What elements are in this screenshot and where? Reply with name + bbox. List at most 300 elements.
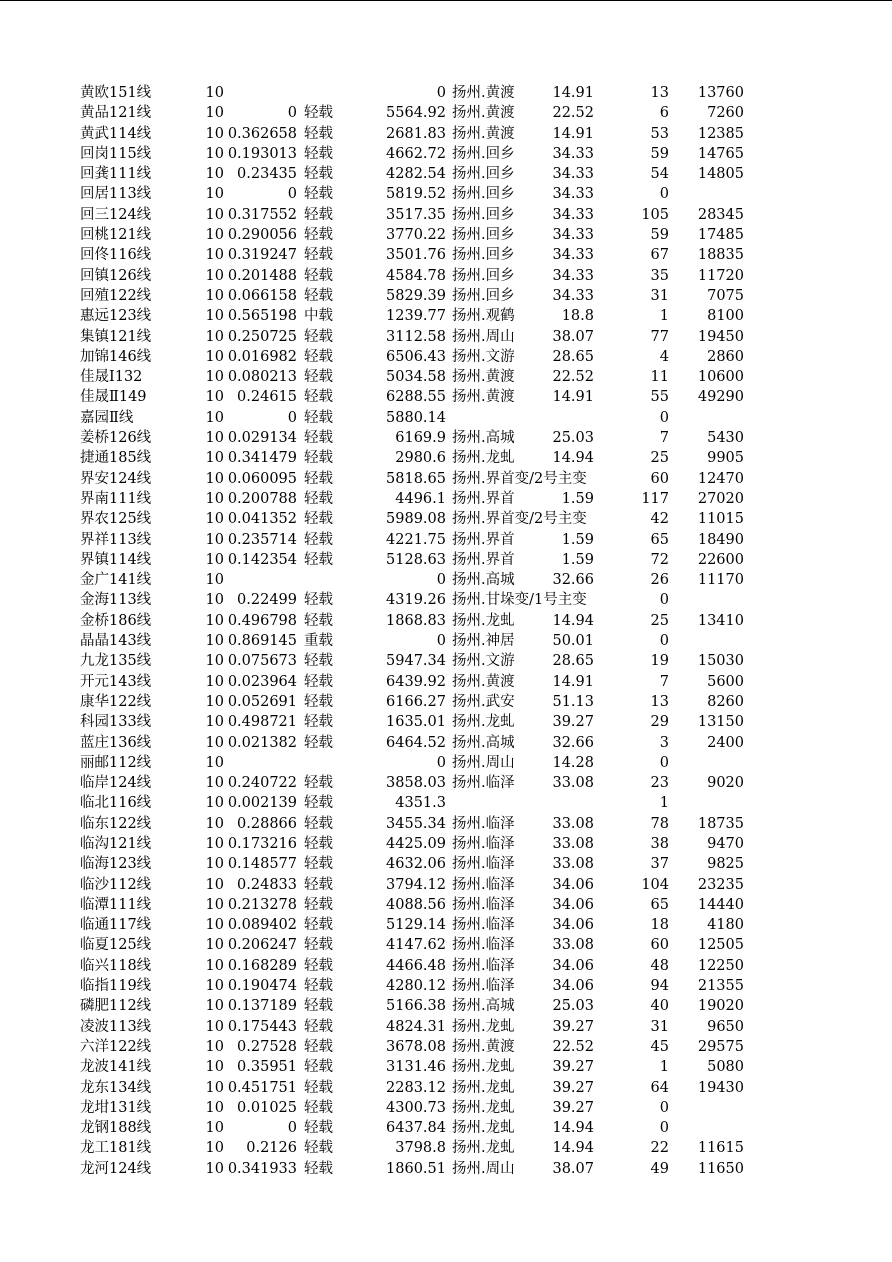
cell-load-ratio[interactable]: 0.317552	[227, 206, 297, 223]
cell-count[interactable]: 11	[650, 369, 669, 386]
cell-substation[interactable]: 扬州.界首变/2号主变	[452, 511, 587, 528]
cell-load-status[interactable]: 轻载	[304, 1059, 333, 1076]
cell-capacity[interactable]: 5819.52	[386, 186, 446, 203]
cell-length[interactable]: 22.52	[552, 369, 594, 386]
cell-voltage[interactable]: 10	[205, 369, 224, 386]
cell-line-name[interactable]: 回桃121线	[80, 227, 152, 244]
cell-total[interactable]: 10600	[697, 369, 744, 386]
cell-load-ratio[interactable]: 0.060095	[227, 470, 297, 487]
cell-line-name[interactable]: 嘉园Ⅱ线	[80, 409, 134, 426]
cell-length[interactable]: 1.59	[561, 490, 594, 507]
cell-load-ratio[interactable]: 0.080213	[227, 369, 297, 386]
cell-capacity[interactable]: 1635.01	[386, 714, 446, 731]
cell-voltage[interactable]: 10	[205, 775, 224, 792]
cell-capacity[interactable]: 5034.58	[386, 369, 446, 386]
cell-count[interactable]: 0	[659, 1099, 669, 1116]
cell-capacity[interactable]: 1868.83	[386, 612, 446, 629]
cell-length[interactable]: 33.08	[552, 856, 594, 873]
cell-voltage[interactable]: 10	[205, 490, 224, 507]
cell-count[interactable]: 4	[659, 348, 669, 365]
cell-voltage[interactable]: 10	[205, 1079, 224, 1096]
cell-capacity[interactable]: 5564.92	[386, 105, 446, 122]
cell-length[interactable]: 34.33	[552, 287, 594, 304]
cell-count[interactable]: 0	[659, 754, 669, 771]
cell-capacity[interactable]: 2980.6	[395, 450, 446, 467]
cell-count[interactable]: 38	[650, 835, 669, 852]
cell-capacity[interactable]: 5880.14	[386, 409, 446, 426]
cell-load-ratio[interactable]: 0.498721	[227, 714, 297, 731]
cell-capacity[interactable]: 3517.35	[386, 206, 446, 223]
cell-voltage[interactable]: 10	[205, 673, 224, 690]
cell-length[interactable]: 14.94	[552, 612, 594, 629]
cell-line-name[interactable]: 临夏125线	[80, 937, 152, 954]
cell-substation[interactable]: 扬州.周山	[452, 328, 515, 345]
cell-substation[interactable]: 扬州.临泽	[452, 856, 515, 873]
cell-total[interactable]: 9020	[707, 775, 744, 792]
cell-substation[interactable]: 扬州.临泽	[452, 876, 515, 893]
cell-capacity[interactable]: 4221.75	[386, 531, 446, 548]
cell-count[interactable]: 6	[659, 105, 669, 122]
cell-capacity[interactable]: 6506.43	[386, 348, 446, 365]
cell-length[interactable]: 18.8	[561, 308, 594, 325]
cell-line-name[interactable]: 磷肥112线	[80, 998, 152, 1015]
cell-load-status[interactable]: 轻载	[304, 896, 333, 913]
cell-length[interactable]: 34.06	[552, 876, 594, 893]
cell-total[interactable]: 29575	[697, 1038, 744, 1055]
cell-load-status[interactable]: 轻载	[304, 653, 333, 670]
cell-capacity[interactable]: 6166.27	[386, 693, 446, 710]
cell-total[interactable]: 18835	[697, 247, 744, 264]
cell-line-name[interactable]: 界南111线	[80, 490, 152, 507]
cell-load-status[interactable]: 轻载	[304, 998, 333, 1015]
cell-line-name[interactable]: 金海113线	[80, 592, 152, 609]
cell-voltage[interactable]: 10	[205, 734, 224, 751]
cell-load-ratio[interactable]: 0.290056	[227, 227, 297, 244]
cell-load-ratio[interactable]: 0.362658	[227, 125, 297, 142]
cell-count[interactable]: 105	[641, 206, 669, 223]
cell-length[interactable]: 14.91	[552, 389, 594, 406]
cell-load-status[interactable]: 轻载	[304, 470, 333, 487]
cell-substation[interactable]: 扬州.高城	[452, 734, 515, 751]
cell-capacity[interactable]: 3112.58	[386, 328, 446, 345]
cell-voltage[interactable]: 10	[205, 348, 224, 365]
cell-substation[interactable]: 扬州.武安	[452, 693, 515, 710]
cell-load-status[interactable]: 轻载	[304, 693, 333, 710]
cell-total[interactable]: 11170	[697, 572, 744, 589]
cell-load-ratio[interactable]: 0.175443	[227, 1018, 297, 1035]
cell-line-name[interactable]: 界镇114线	[80, 551, 152, 568]
cell-substation[interactable]: 扬州.龙虬	[452, 450, 515, 467]
cell-total[interactable]: 14805	[697, 166, 744, 183]
cell-load-status[interactable]: 轻载	[304, 937, 333, 954]
cell-line-name[interactable]: 临东122线	[80, 815, 152, 832]
cell-line-name[interactable]: 回三124线	[80, 206, 152, 223]
cell-line-name[interactable]: 回佟116线	[80, 247, 152, 264]
cell-total[interactable]: 49290	[697, 389, 744, 406]
cell-length[interactable]: 39.27	[552, 1059, 594, 1076]
cell-load-status[interactable]: 轻载	[304, 125, 333, 142]
cell-total[interactable]: 5080	[707, 1059, 744, 1076]
cell-count[interactable]: 53	[650, 125, 669, 142]
cell-length[interactable]: 38.07	[552, 1160, 594, 1177]
cell-load-ratio[interactable]: 0.173216	[227, 835, 297, 852]
cell-count[interactable]: 13	[650, 693, 669, 710]
cell-voltage[interactable]: 10	[205, 1038, 224, 1055]
cell-total[interactable]: 7260	[707, 105, 744, 122]
cell-total[interactable]: 5600	[707, 673, 744, 690]
cell-substation[interactable]: 扬州.界首	[452, 490, 515, 507]
cell-voltage[interactable]: 10	[205, 470, 224, 487]
cell-count[interactable]: 3	[659, 734, 669, 751]
cell-capacity[interactable]: 1860.51	[386, 1160, 446, 1177]
cell-length[interactable]: 28.65	[552, 348, 594, 365]
cell-count[interactable]: 18	[650, 917, 669, 934]
cell-line-name[interactable]: 龙工181线	[80, 1140, 152, 1157]
cell-count[interactable]: 117	[641, 490, 669, 507]
cell-voltage[interactable]: 10	[205, 551, 224, 568]
cell-count[interactable]: 0	[659, 592, 669, 609]
cell-load-ratio[interactable]: 0.341933	[227, 1160, 297, 1177]
cell-line-name[interactable]: 黄武114线	[80, 125, 152, 142]
cell-capacity[interactable]: 0	[436, 85, 446, 101]
cell-total[interactable]: 5430	[707, 430, 744, 447]
cell-total[interactable]: 2400	[707, 734, 744, 751]
cell-load-ratio[interactable]: 0.565198	[227, 308, 297, 325]
cell-voltage[interactable]: 10	[205, 166, 224, 183]
cell-voltage[interactable]: 10	[205, 653, 224, 670]
cell-total[interactable]: 14440	[697, 896, 744, 913]
cell-length[interactable]: 34.33	[552, 186, 594, 203]
cell-load-status[interactable]: 轻载	[304, 795, 333, 812]
cell-line-name[interactable]: 九龙135线	[80, 653, 152, 670]
cell-load-status[interactable]: 轻载	[304, 1140, 333, 1157]
cell-line-name[interactable]: 临兴118线	[80, 957, 152, 974]
cell-load-ratio[interactable]: 0.341479	[227, 450, 297, 467]
cell-capacity[interactable]: 0	[436, 572, 446, 589]
cell-substation[interactable]: 扬州.龙虬	[452, 714, 515, 731]
cell-load-status[interactable]: 重载	[304, 633, 333, 650]
cell-load-ratio[interactable]: 0.148577	[227, 856, 297, 873]
cell-length[interactable]: 39.27	[552, 1099, 594, 1116]
cell-substation[interactable]: 扬州.临泽	[452, 775, 515, 792]
cell-substation[interactable]: 扬州.文游	[452, 653, 515, 670]
cell-voltage[interactable]: 10	[205, 876, 224, 893]
cell-total[interactable]: 12250	[697, 957, 744, 974]
cell-load-status[interactable]: 轻载	[304, 531, 333, 548]
cell-line-name[interactable]: 回龚111线	[80, 166, 152, 183]
cell-load-ratio[interactable]: 0.23435	[237, 166, 297, 183]
cell-voltage[interactable]: 10	[205, 1160, 224, 1177]
cell-load-status[interactable]: 轻载	[304, 186, 333, 203]
cell-total[interactable]: 15030	[697, 653, 744, 670]
cell-load-ratio[interactable]: 0.089402	[227, 917, 297, 934]
cell-line-name[interactable]: 加锦146线	[80, 348, 152, 365]
cell-count[interactable]: 1	[659, 795, 669, 812]
cell-load-status[interactable]: 轻载	[304, 287, 333, 304]
cell-total[interactable]: 19430	[697, 1079, 744, 1096]
cell-capacity[interactable]: 5947.34	[386, 653, 446, 670]
cell-count[interactable]: 49	[650, 1160, 669, 1177]
cell-length[interactable]: 34.06	[552, 917, 594, 934]
cell-load-ratio[interactable]: 0.213278	[227, 896, 297, 913]
cell-substation[interactable]: 扬州.黄渡	[452, 105, 515, 122]
cell-load-ratio[interactable]: 0.193013	[227, 145, 297, 162]
cell-voltage[interactable]: 10	[205, 612, 224, 629]
cell-load-ratio[interactable]: 0.24615	[237, 389, 297, 406]
cell-load-status[interactable]: 轻载	[304, 105, 333, 122]
cell-substation[interactable]: 扬州.周山	[452, 754, 515, 771]
cell-line-name[interactable]: 金广141线	[80, 572, 152, 589]
cell-length[interactable]: 39.27	[552, 1018, 594, 1035]
cell-line-name[interactable]: 佳晟Ⅰ132	[80, 369, 143, 386]
cell-line-name[interactable]: 惠远123线	[80, 308, 152, 325]
cell-voltage[interactable]: 10	[205, 835, 224, 852]
cell-substation[interactable]: 扬州.高城	[452, 998, 515, 1015]
cell-count[interactable]: 31	[650, 1018, 669, 1035]
cell-substation[interactable]: 扬州.临泽	[452, 937, 515, 954]
cell-total[interactable]: 8100	[707, 308, 744, 325]
cell-substation[interactable]: 扬州.临泽	[452, 835, 515, 852]
cell-load-status[interactable]: 轻载	[304, 612, 333, 629]
cell-load-ratio[interactable]: 0.002139	[227, 795, 297, 812]
cell-length[interactable]: 34.33	[552, 247, 594, 264]
cell-capacity[interactable]: 4632.06	[386, 856, 446, 873]
cell-capacity[interactable]: 6439.92	[386, 673, 446, 690]
cell-line-name[interactable]: 临岸124线	[80, 775, 152, 792]
cell-capacity[interactable]: 5829.39	[386, 287, 446, 304]
cell-count[interactable]: 45	[650, 1038, 669, 1055]
cell-substation[interactable]: 扬州.界首	[452, 531, 515, 548]
cell-count[interactable]: 0	[659, 186, 669, 203]
cell-capacity[interactable]: 3858.03	[386, 775, 446, 792]
cell-count[interactable]: 1	[659, 1059, 669, 1076]
cell-load-status[interactable]: 轻载	[304, 714, 333, 731]
cell-voltage[interactable]: 10	[205, 1099, 224, 1116]
cell-load-status[interactable]: 轻载	[304, 267, 333, 284]
cell-line-name[interactable]: 回殖122线	[80, 287, 152, 304]
cell-substation[interactable]: 扬州.龙虬	[452, 1018, 515, 1035]
cell-substation[interactable]: 扬州.回乡	[452, 247, 515, 264]
cell-line-name[interactable]: 回镇126线	[80, 267, 152, 284]
cell-load-ratio[interactable]: 0.200788	[227, 490, 297, 507]
cell-length[interactable]: 34.33	[552, 145, 594, 162]
cell-substation[interactable]: 扬州.回乡	[452, 287, 515, 304]
cell-capacity[interactable]: 6464.52	[386, 734, 446, 751]
cell-load-ratio[interactable]: 0	[287, 409, 297, 426]
cell-load-status[interactable]: 轻载	[304, 1038, 333, 1055]
cell-line-name[interactable]: 晶晶143线	[80, 633, 152, 650]
cell-voltage[interactable]: 10	[205, 754, 224, 771]
cell-voltage[interactable]: 10	[205, 633, 224, 650]
cell-load-ratio[interactable]: 0.137189	[227, 998, 297, 1015]
cell-load-ratio[interactable]: 0.250725	[227, 328, 297, 345]
cell-load-ratio[interactable]: 0.01025	[237, 1099, 297, 1116]
cell-load-ratio[interactable]: 0	[287, 186, 297, 203]
cell-load-status[interactable]: 轻载	[304, 450, 333, 467]
cell-count[interactable]: 23	[650, 775, 669, 792]
cell-voltage[interactable]: 10	[205, 896, 224, 913]
cell-voltage[interactable]: 10	[205, 572, 224, 589]
cell-count[interactable]: 64	[650, 1079, 669, 1096]
cell-voltage[interactable]: 10	[205, 856, 224, 873]
cell-load-status[interactable]: 轻载	[304, 166, 333, 183]
cell-count[interactable]: 59	[650, 145, 669, 162]
cell-load-ratio[interactable]: 0.28866	[237, 815, 297, 832]
cell-line-name[interactable]: 龙河124线	[80, 1160, 152, 1177]
cell-voltage[interactable]: 10	[205, 247, 224, 264]
cell-voltage[interactable]: 10	[205, 693, 224, 710]
cell-voltage[interactable]: 10	[205, 85, 224, 101]
cell-total[interactable]: 2860	[707, 348, 744, 365]
cell-total[interactable]: 8260	[707, 693, 744, 710]
cell-capacity[interactable]: 0	[436, 633, 446, 650]
cell-substation[interactable]: 扬州.甘垛变/1号主变	[452, 592, 587, 609]
cell-voltage[interactable]: 10	[205, 815, 224, 832]
cell-load-status[interactable]: 轻载	[304, 389, 333, 406]
cell-voltage[interactable]: 10	[205, 1018, 224, 1035]
cell-capacity[interactable]: 4496.1	[395, 490, 446, 507]
cell-line-name[interactable]: 龙波141线	[80, 1059, 152, 1076]
cell-load-ratio[interactable]: 0.190474	[227, 978, 297, 995]
cell-length[interactable]: 51.13	[552, 693, 594, 710]
cell-substation[interactable]: 扬州.龙虬	[452, 1059, 515, 1076]
cell-substation[interactable]: 扬州.界首	[452, 551, 515, 568]
cell-voltage[interactable]: 10	[205, 287, 224, 304]
cell-count[interactable]: 13	[650, 85, 669, 101]
cell-load-status[interactable]: 轻载	[304, 1079, 333, 1096]
cell-total[interactable]: 18735	[697, 815, 744, 832]
cell-load-ratio[interactable]: 0.201488	[227, 267, 297, 284]
cell-voltage[interactable]: 10	[205, 145, 224, 162]
cell-substation[interactable]: 扬州.高城	[452, 572, 515, 589]
cell-load-ratio[interactable]: 0.052691	[227, 693, 297, 710]
cell-length[interactable]: 14.94	[552, 1120, 594, 1137]
cell-load-ratio[interactable]: 0.075673	[227, 653, 297, 670]
cell-count[interactable]: 0	[659, 1120, 669, 1137]
cell-length[interactable]: 34.33	[552, 267, 594, 284]
cell-capacity[interactable]: 3798.8	[395, 1140, 446, 1157]
cell-length[interactable]: 22.52	[552, 105, 594, 122]
cell-voltage[interactable]: 10	[205, 1140, 224, 1157]
cell-load-status[interactable]: 轻载	[304, 775, 333, 792]
cell-substation[interactable]: 扬州.回乡	[452, 267, 515, 284]
cell-total[interactable]: 19020	[697, 998, 744, 1015]
cell-length[interactable]: 32.66	[552, 572, 594, 589]
cell-count[interactable]: 59	[650, 227, 669, 244]
cell-count[interactable]: 67	[650, 247, 669, 264]
cell-total[interactable]: 14765	[697, 145, 744, 162]
cell-capacity[interactable]: 5989.08	[386, 511, 446, 528]
cell-load-ratio[interactable]: 0.240722	[227, 775, 297, 792]
cell-count[interactable]: 78	[650, 815, 669, 832]
cell-voltage[interactable]: 10	[205, 531, 224, 548]
cell-voltage[interactable]: 10	[205, 430, 224, 447]
cell-total[interactable]: 27020	[697, 490, 744, 507]
cell-total[interactable]: 18490	[697, 531, 744, 548]
cell-count[interactable]: 72	[650, 551, 669, 568]
cell-load-status[interactable]: 轻载	[304, 409, 333, 426]
cell-capacity[interactable]: 3678.08	[386, 1038, 446, 1055]
cell-count[interactable]: 65	[650, 896, 669, 913]
cell-capacity[interactable]: 4280.12	[386, 978, 446, 995]
cell-voltage[interactable]: 10	[205, 917, 224, 934]
cell-line-name[interactable]: 凌波113线	[80, 1018, 152, 1035]
cell-voltage[interactable]: 10	[205, 957, 224, 974]
cell-line-name[interactable]: 姜桥126线	[80, 430, 152, 447]
cell-substation[interactable]: 扬州.临泽	[452, 815, 515, 832]
cell-substation[interactable]: 扬州.黄渡	[452, 673, 515, 690]
cell-capacity[interactable]: 4300.73	[386, 1099, 446, 1116]
cell-line-name[interactable]: 丽邮112线	[80, 754, 152, 771]
cell-length[interactable]: 14.94	[552, 450, 594, 467]
cell-capacity[interactable]: 4282.54	[386, 166, 446, 183]
cell-total[interactable]: 21355	[697, 978, 744, 995]
cell-capacity[interactable]: 4351.3	[395, 795, 446, 812]
cell-count[interactable]: 0	[659, 409, 669, 426]
cell-count[interactable]: 42	[650, 511, 669, 528]
cell-load-status[interactable]: 轻载	[304, 835, 333, 852]
cell-load-ratio[interactable]: 0.24833	[237, 876, 297, 893]
cell-line-name[interactable]: 临通117线	[80, 917, 152, 934]
cell-line-name[interactable]: 临沟121线	[80, 835, 152, 852]
cell-voltage[interactable]: 10	[205, 125, 224, 142]
cell-line-name[interactable]: 黄欧151线	[80, 85, 152, 101]
cell-count[interactable]: 25	[650, 450, 669, 467]
cell-line-name[interactable]: 黄品121线	[80, 105, 152, 122]
cell-load-ratio[interactable]: 0.142354	[227, 551, 297, 568]
cell-length[interactable]: 33.08	[552, 775, 594, 792]
cell-load-ratio[interactable]: 0	[287, 1120, 297, 1137]
cell-capacity[interactable]: 4319.26	[386, 592, 446, 609]
cell-substation[interactable]: 扬州.临泽	[452, 978, 515, 995]
cell-line-name[interactable]: 临北116线	[80, 795, 152, 812]
cell-load-status[interactable]: 轻载	[304, 328, 333, 345]
cell-voltage[interactable]: 10	[205, 1120, 224, 1137]
cell-substation[interactable]: 扬州.临泽	[452, 957, 515, 974]
cell-total[interactable]: 13150	[697, 714, 744, 731]
cell-load-status[interactable]: 轻载	[304, 145, 333, 162]
cell-count[interactable]: 0	[659, 633, 669, 650]
cell-load-status[interactable]: 轻载	[304, 551, 333, 568]
cell-load-status[interactable]: 轻载	[304, 227, 333, 244]
cell-load-status[interactable]: 轻载	[304, 369, 333, 386]
cell-load-status[interactable]: 轻载	[304, 490, 333, 507]
cell-total[interactable]: 9470	[707, 835, 744, 852]
cell-load-status[interactable]: 轻载	[304, 673, 333, 690]
cell-load-status[interactable]: 轻载	[304, 1099, 333, 1116]
cell-capacity[interactable]: 4425.09	[386, 835, 446, 852]
cell-substation[interactable]: 扬州.临泽	[452, 896, 515, 913]
cell-capacity[interactable]: 2681.83	[386, 125, 446, 142]
cell-load-ratio[interactable]: 0.451751	[227, 1079, 297, 1096]
cell-total[interactable]: 12385	[697, 125, 744, 142]
cell-count[interactable]: 40	[650, 998, 669, 1015]
cell-capacity[interactable]: 4466.48	[386, 957, 446, 974]
cell-substation[interactable]: 扬州.界首变/2号主变	[452, 470, 587, 487]
cell-load-ratio[interactable]: 0.2126	[246, 1140, 297, 1157]
cell-load-ratio[interactable]: 0.016982	[227, 348, 297, 365]
cell-substation[interactable]: 扬州.周山	[452, 1160, 515, 1177]
cell-voltage[interactable]: 10	[205, 978, 224, 995]
cell-capacity[interactable]: 6169.9	[395, 430, 446, 447]
cell-load-status[interactable]: 中载	[304, 308, 333, 325]
cell-voltage[interactable]: 10	[205, 186, 224, 203]
cell-load-status[interactable]: 轻载	[304, 592, 333, 609]
cell-count[interactable]: 37	[650, 856, 669, 873]
cell-substation[interactable]: 扬州.回乡	[452, 227, 515, 244]
cell-line-name[interactable]: 临潭111线	[80, 896, 152, 913]
cell-count[interactable]: 7	[659, 430, 669, 447]
